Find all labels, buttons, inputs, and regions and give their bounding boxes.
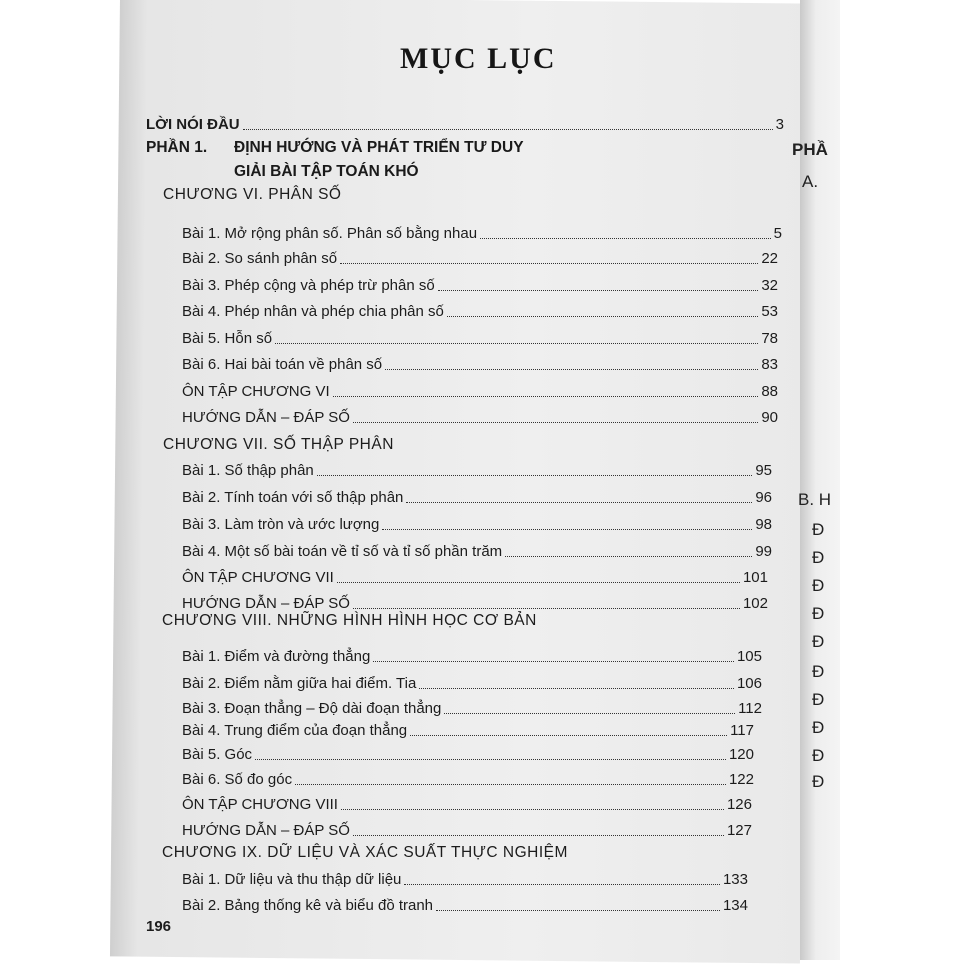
toc-entry-page: 95 — [755, 462, 772, 479]
toc-entry-page: 83 — [761, 356, 778, 373]
facing-page-edge — [792, 0, 840, 960]
chapter-title: CHƯƠNG VII. SỐ THẬP PHÂN — [163, 436, 394, 453]
toc-entry — [182, 356, 778, 373]
toc-entry-page: 98 — [755, 516, 772, 533]
toc-entry — [182, 569, 768, 586]
leader-dots — [341, 809, 724, 810]
toc-entry-label: Bài 3. Phép cộng và phép trừ phân số — [182, 277, 435, 294]
toc-entry-label: Bài 2. Bảng thống kê và biểu đồ tranh — [182, 897, 434, 914]
leader-dots — [337, 582, 740, 583]
toc-entry-page: 117 — [730, 722, 754, 739]
leader-dots — [404, 884, 720, 885]
toc-entry — [182, 330, 778, 347]
toc-entry — [182, 595, 768, 612]
toc-entry-page: 105 — [736, 648, 762, 665]
leader-dots — [444, 713, 735, 714]
leader-dots — [410, 735, 727, 736]
toc-entry-preface — [146, 116, 784, 133]
facing-page-fragment: Đ — [812, 632, 825, 651]
leader-dots — [373, 661, 734, 662]
facing-page-fragment: Đ — [812, 520, 825, 539]
leader-dots — [438, 290, 759, 291]
toc-entry — [182, 462, 772, 479]
chapter-title: CHƯƠNG VI. PHÂN SỐ — [163, 186, 342, 203]
leader-dots — [295, 784, 726, 785]
toc-entry-label: Bài 1. Số thập phân — [182, 462, 314, 479]
toc-entry — [182, 675, 762, 692]
toc-entry-label: Bài 3. Làm tròn và ước lượng — [182, 516, 380, 533]
facing-page-fragment: Đ — [812, 718, 825, 737]
toc-entry — [182, 250, 778, 267]
leader-dots — [480, 238, 771, 239]
toc-entry — [182, 383, 778, 400]
leader-dots — [255, 759, 726, 760]
toc-entry — [182, 722, 754, 739]
facing-page-fragment: PHẦ — [792, 140, 828, 159]
toc-entry-label: Bài 1. Dữ liệu và thu thập dữ liệu — [182, 871, 402, 888]
toc-entry-label: Bài 4. Một số bài toán về tỉ số và tỉ số phần trăm — [182, 543, 503, 560]
leader-dots — [436, 910, 720, 911]
facing-page-fragment: B. H — [798, 490, 832, 509]
toc-entry-page: 22 — [761, 250, 778, 267]
toc-entry — [182, 871, 748, 888]
leader-dots — [353, 422, 758, 423]
toc-entry — [182, 771, 754, 788]
leader-dots — [419, 688, 734, 689]
toc-entry-page: 102 — [742, 595, 768, 612]
toc-entry-label: Bài 2. Tính toán với số thập phân — [182, 489, 404, 506]
toc-entry-page: 122 — [728, 771, 754, 788]
leader-dots — [333, 396, 759, 397]
toc-entry-page: 106 — [736, 675, 762, 692]
toc-entry-label: Bài 6. Hai bài toán về phân số — [182, 356, 383, 373]
toc-entry — [182, 303, 778, 320]
facing-page-fragment: Đ — [812, 746, 825, 765]
facing-page-fragment: Đ — [812, 772, 825, 791]
toc-entry-label: HƯỚNG DẪN – ĐÁP SỐ — [182, 409, 350, 426]
toc-entry-page: 134 — [722, 897, 748, 914]
part-title-line2: GIẢI BÀI TẬP TOÁN KHÓ — [234, 163, 419, 180]
facing-page-fragment: Đ — [812, 576, 825, 595]
toc-entry-label: Bài 1. Mở rộng phân số. Phân số bằng nhau — [182, 225, 478, 242]
toc-entry — [182, 516, 772, 533]
toc-entry-label: Bài 3. Đoạn thẳng – Độ dài đoạn thẳng — [182, 700, 442, 717]
leader-dots — [406, 502, 752, 503]
page-title: MỤC LỤC — [400, 42, 557, 75]
leader-dots — [243, 129, 773, 130]
toc-entry — [182, 489, 772, 506]
toc-entry — [182, 648, 762, 665]
toc-entry — [182, 897, 748, 914]
facing-page-fragment: Đ — [812, 662, 825, 681]
toc-entry-page: 101 — [742, 569, 768, 586]
leader-dots — [340, 263, 758, 264]
toc-entry-label: Bài 4. Trung điểm của đoạn thẳng — [182, 722, 408, 739]
toc-entry — [182, 746, 754, 763]
page-number: 196 — [146, 918, 172, 935]
toc-entry-page: 53 — [761, 303, 778, 320]
toc-entry-page: 112 — [738, 700, 762, 717]
toc-entry-label: ÔN TẬP CHƯƠNG VI — [182, 383, 330, 400]
toc-entry-label: ÔN TẬP CHƯƠNG VIII — [182, 796, 338, 813]
toc-entry-page: 90 — [761, 409, 778, 426]
leader-dots — [275, 343, 758, 344]
leader-dots — [353, 835, 724, 836]
part-label: PHẦN 1. — [146, 139, 208, 156]
leader-dots — [385, 369, 758, 370]
toc-entry-label: ÔN TẬP CHƯƠNG VII — [182, 569, 334, 586]
leader-dots — [447, 316, 758, 317]
chapter-title: CHƯƠNG IX. DỮ LIỆU VÀ XÁC SUẤT THỰC NGHIỆM — [162, 844, 568, 861]
leader-dots — [505, 556, 752, 557]
leader-dots — [317, 475, 753, 476]
toc-entry-page: 99 — [755, 543, 772, 560]
toc-entry-label: LỜI NÓI ĐẦU — [146, 116, 240, 133]
toc-entry-page: 5 — [773, 225, 782, 242]
toc-entry-page: 127 — [726, 822, 752, 839]
leader-dots — [382, 529, 752, 530]
toc-entry-page: 78 — [761, 330, 778, 347]
chapter-title: CHƯƠNG VIII. NHỮNG HÌNH HÌNH HỌC CƠ BẢN — [162, 612, 537, 629]
facing-page-fragment: A. — [802, 172, 819, 191]
toc-entry — [182, 277, 778, 294]
toc-entry-label: HƯỚNG DẪN – ĐÁP SỐ — [182, 595, 350, 612]
part-title-line1: ĐỊNH HƯỚNG VÀ PHÁT TRIỂN TƯ DUY — [234, 139, 524, 156]
toc-entry-label: Bài 5. Góc — [182, 746, 253, 763]
facing-page-fragment: Đ — [812, 690, 825, 709]
facing-page-fragment: Đ — [812, 604, 825, 623]
toc-entry-page: 3 — [775, 116, 784, 133]
toc-entry — [182, 796, 752, 813]
toc-entry — [182, 700, 762, 717]
toc-entry-page: 133 — [722, 871, 748, 888]
toc-entry-label: Bài 2. So sánh phân số — [182, 250, 338, 267]
toc-entry-page: 32 — [761, 277, 778, 294]
toc-entry — [182, 409, 778, 426]
toc-entry — [182, 543, 772, 560]
toc-entry-label: Bài 1. Điểm và đường thẳng — [182, 648, 371, 665]
toc-entry-page: 126 — [726, 796, 752, 813]
toc-entry-page: 88 — [761, 383, 778, 400]
toc-entry-label: Bài 4. Phép nhân và phép chia phân số — [182, 303, 444, 320]
facing-page-fragment: Đ — [812, 548, 825, 567]
leader-dots — [353, 608, 740, 609]
toc-entry-label: Bài 6. Số đo góc — [182, 771, 293, 788]
toc-entry-page: 120 — [728, 746, 754, 763]
toc-entry — [182, 822, 752, 839]
toc-entry-label: Bài 5. Hỗn số — [182, 330, 273, 347]
toc-entry — [182, 225, 782, 242]
toc-entry-page: 96 — [755, 489, 772, 506]
toc-entry-label: Bài 2. Điểm nằm giữa hai điểm. Tia — [182, 675, 417, 692]
toc-entry-label: HƯỚNG DẪN – ĐÁP SỐ — [182, 822, 350, 839]
